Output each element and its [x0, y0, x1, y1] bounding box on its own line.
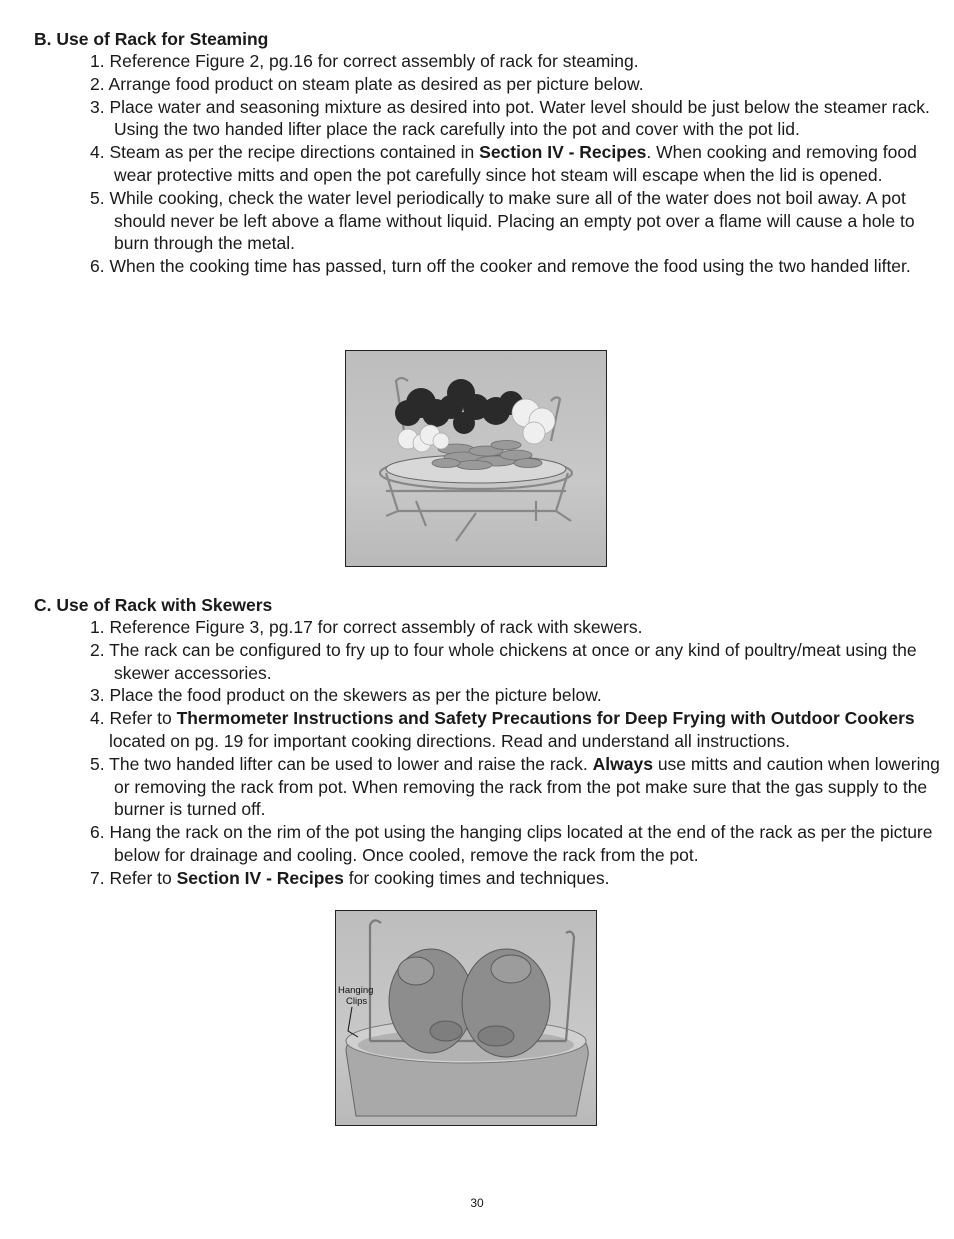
step-item: 6. When the cooking time has passed, turn off the cooker and remove the food using the two handed lifter. — [90, 256, 911, 277]
step-item: 4. Steam as per the recipe directions contained in Section IV - Recipes. When cooking and removing food wear protective mitts and open the pot carefully since hot steam will escape when the lid is opened. — [90, 142, 917, 185]
step-item: 2. The rack can be configured to fry up to four whole chickens at once or any kind of poultry/meat using the skewer accessories. — [90, 639, 917, 683]
section-c-steps — [90, 616, 940, 890]
broccoli — [395, 379, 523, 434]
section-b-steps — [90, 50, 940, 278]
step-item: 1. Reference Figure 2, pg.16 for correct assembly of rack for steaming. — [90, 51, 639, 71]
step-item: 4. Refer to Thermometer Instructions and Safety Precautions for Deep Frying with Outdoor Cookers located on pg. 19 for important cooking directions. Read and understand all instructions. — [90, 708, 915, 751]
hanging-clips-label-line2: Clips — [346, 996, 368, 1007]
step-item: 1. Reference Figure 3, pg.17 for correct assembly of rack with skewers. — [90, 617, 643, 637]
step-item: 2. Arrange food product on steam plate as desired as per picture below. — [90, 73, 644, 94]
steaming-rack-illustration — [346, 351, 606, 566]
step-item: 7. Refer to Section IV - Recipes for cooking times and techniques. — [90, 867, 610, 888]
hanging-clips-label-line1: Hanging — [338, 985, 374, 996]
carrots — [432, 441, 542, 470]
step-item: 5. While cooking, check the water level periodically to make sure all of the water does not boil away. A pot should never be left above a flame without liquid. Placing an empty pot over a flame will cause a hole to burn through the metal. — [90, 187, 915, 254]
skewer-rack-photo — [335, 910, 597, 1126]
step-item: 3. Place water and seasoning mixture as desired into pot. Water level should be just below the steamer rack. Using the two handed lifter place the rack carefully into the pot and cover with the pot lid. — [90, 96, 930, 140]
step-item: 6. Hang the rack on the rim of the pot using the hanging clips located at the end of the rack as per the picture below for drainage and cooling. Once cooled, remove the rack from the pot. — [90, 822, 933, 865]
skewer-rack-illustration — [336, 911, 596, 1125]
page-number: 30 — [470, 1196, 484, 1210]
step-item: 3. Place the food product on the skewers as per the picture below. — [90, 685, 602, 706]
section-b-heading: B. Use of Rack for Steaming — [34, 29, 269, 49]
steaming-rack-photo — [345, 350, 607, 567]
section-c-heading: C. Use of Rack with Skewers — [34, 595, 273, 615]
step-item: 5. The two handed lifter can be used to lower and raise the rack. Always use mitts and caution when lowering or removing the rack from pot. When removing the rack from the pot make sure that the gas supply to the burner is turned off. — [90, 753, 940, 820]
